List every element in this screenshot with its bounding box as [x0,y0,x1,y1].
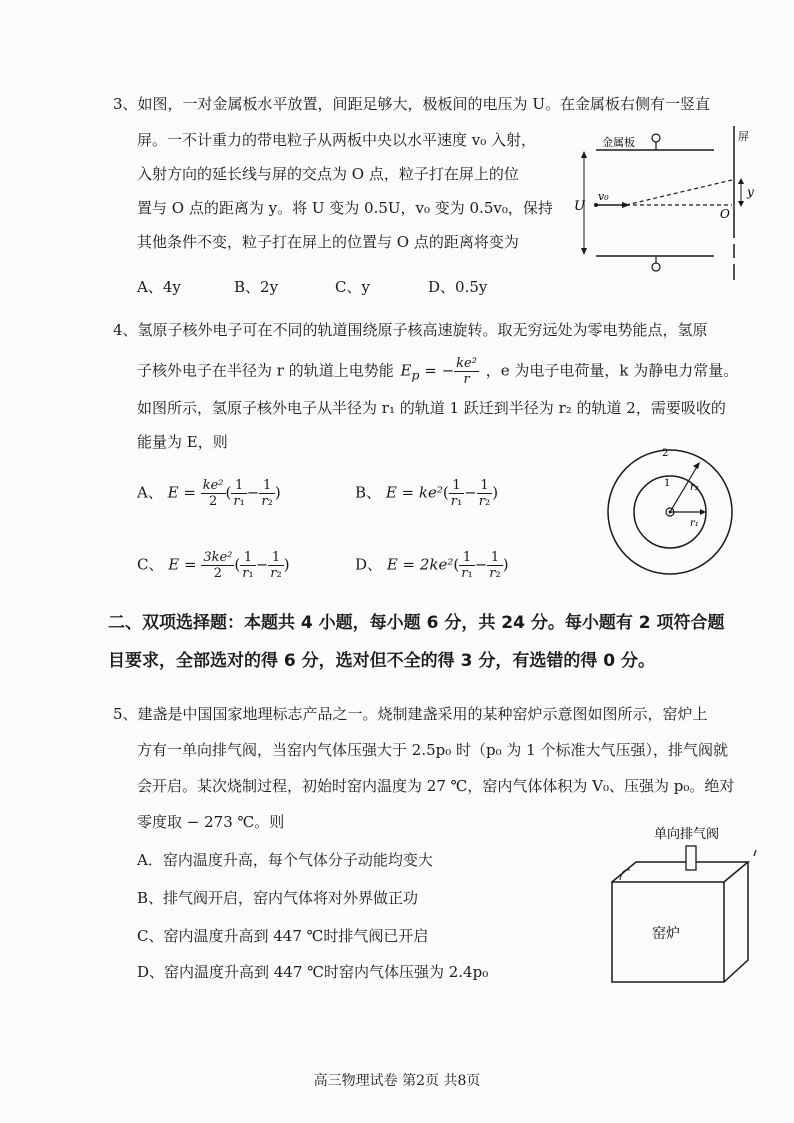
q4-line-2: 子核外电子在半径为 r 的轨道上电势能 $E_p$ = − $\frac{\text{ke²}}{r}$ ，e 为电子电荷量，k 为静电力常量。 [137,356,739,387]
screen-label: 屏 [738,130,749,143]
orbit-1-label: 1 [664,478,671,489]
q5-option-c: C、窑内温度升高到 447 ℃时排气阀已开启 [137,927,429,945]
r1-label: r₁ [690,518,699,529]
q5-line-3: 会开启。某次烧制过程，初始时窑内温度为 27 ℃，窑内气体体积为 V₀、压强为 p₀。绝对 [137,777,735,795]
q5-line-2: 方有一单向排气阀，当窑内气体压强大于 2.5p₀ 时（p₀ 为 1 个标准大气压强），排气阀就 [137,741,728,759]
point-o-label: O [720,207,730,221]
q4-line-1: 4、氢原子核外电子可在不同的轨道围绕原子核高速旋转。取无穷远处为零电势能点，氢原 [113,321,708,339]
q3-option-a: A、4y [137,278,181,296]
q3-option-d: D、0.5y [428,278,488,296]
potential-energy-formula: $E_p$ = − $\frac{\text{ke²}}{r}$ [400,356,477,387]
q3-option-b: B、2y [234,278,279,296]
valve-label: 单向排气阀 [654,827,720,842]
q4-line-3: 如图所示，氢原子核外电子从半径为 r₁ 的轨道 1 跃迁到半径为 r₂ 的轨道 2，需要吸收的 [137,399,726,417]
q4-option-a: A、 E = $\frac{\text{ke²}}{2}$ ( $\frac{1}{\text{r₁}}$ − $\frac{1}{\text{r₂}}$ ) [137,478,281,509]
plate-label: 金属板 [602,136,635,149]
q3-line-3: 入射方向的延长线与屏的交点为 O 点，粒子打在屏上的位 [137,165,519,183]
q3-option-c: C、y [335,278,370,296]
q4-option-c: C、 E = $\frac{\text{3ke²}}{2}$ ( $\frac{1}{\text{r₁}}$ − $\frac{1}{\text{r₂}}$ ) [137,550,290,581]
q4-option-b: B、 E = ke²( $\frac{1}{\text{r₁}}$ − $\frac{1}{\text{r₂}}$ ) [355,478,499,509]
section-2-heading-line-2: 目要求，全部选对的得 6 分，选对但不全的得 3 分，有选错的得 0 分。 [108,651,655,671]
q5-line-4: 零度取 − 273 ℃。则 [137,813,285,831]
voltage-label: U [574,199,585,214]
kiln-diagram [600,820,775,990]
q5-line-1: 5、建盏是中国国家地理标志产品之一。烧制建盏采用的某种窑炉示意图如图所示，窑炉上 [113,705,708,723]
capacitor-deflection-diagram [574,118,760,293]
q3-line-2: 屏。一不计重力的带电粒子从两板中央以水平速度 v₀ 入射， [137,131,537,149]
y-label: y [747,185,754,199]
page-footer: 高三物理试卷 第2页 共8页 [313,1073,481,1089]
q3-line-1: 3、如图，一对金属板水平放置，间距足够大，极板间的电压为 U。在金属板右侧有一竖直 [113,95,710,113]
q5-option-a: A．窑内温度升高，每个气体分子动能均变大 [137,851,433,869]
orbit-2-label: 2 [662,448,669,459]
q4-line-4: 能量为 E，则 [137,433,228,451]
q4-option-d: D、 E = 2ke²( $\frac{1}{\text{r₁}}$ − $\frac{1}{\text{r₂}}$ ) [355,550,509,581]
q3-line-4: 置与 O 点的距离为 y。将 U 变为 0.5U，v₀ 变为 0.5v₀，保持 [137,199,553,217]
q5-option-d: D、窑内温度升高到 447 ℃时窑内气体压强为 2.4p₀ [137,963,489,981]
section-2-heading-line-1: 二、双项选择题：本题共 4 小题，每小题 6 分，共 24 分。每小题有 2 项符合题 [108,613,725,633]
hydrogen-orbit-diagram [596,440,746,590]
v0-label: v₀ [598,190,609,203]
q3-line-5: 其他条件不变，粒子打在屏上的位置与 O 点的距离将变为 [137,233,519,251]
r2-label: r₂ [690,482,699,493]
q5-option-b: B、排气阀开启，窑内气体将对外界做正功 [137,889,419,907]
kiln-label: 窑炉 [652,926,680,942]
